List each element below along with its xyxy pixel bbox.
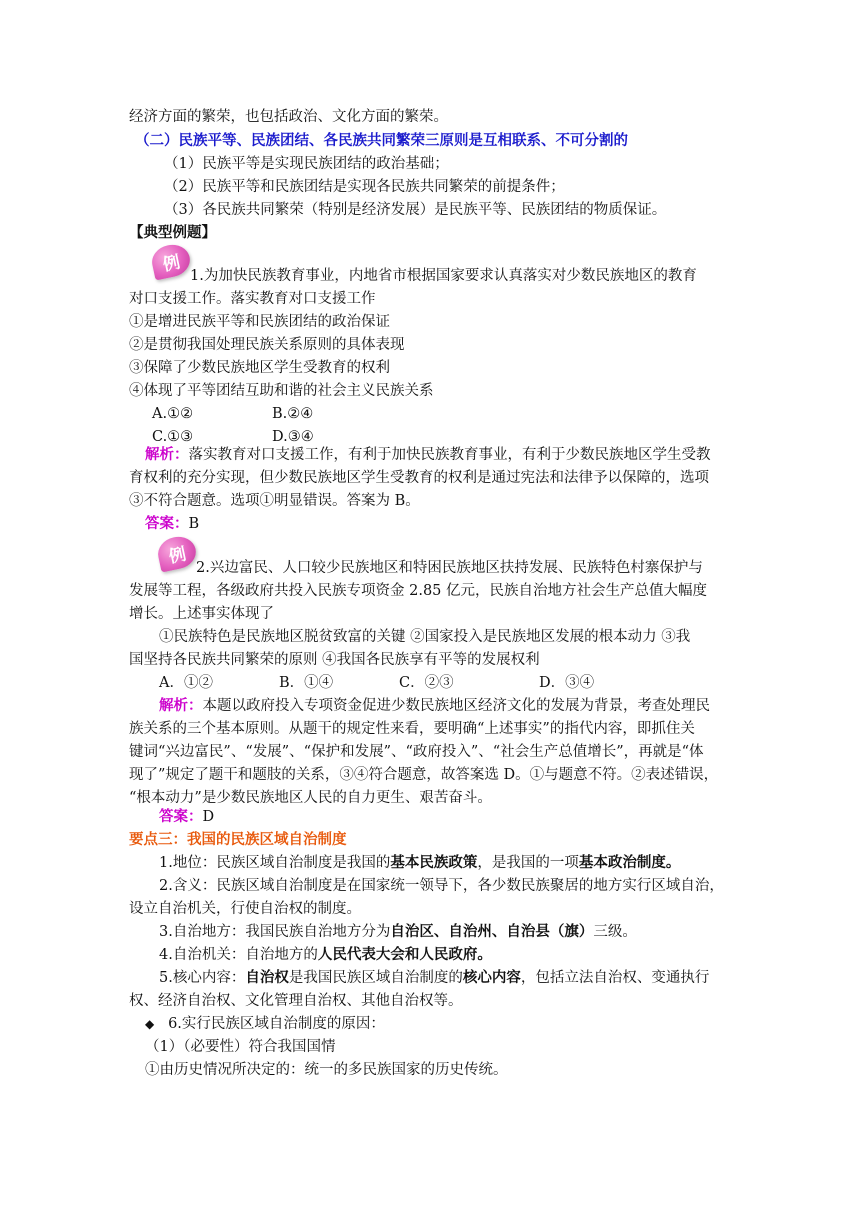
option-line: ①是增进民族平等和民族团结的政治保证 bbox=[129, 314, 390, 330]
sub-point: ①由历史情况所决定的：统一的多民族国家的历史传统。 bbox=[145, 1062, 508, 1078]
point-4 bbox=[159, 944, 492, 966]
example-badge-icon: 例 bbox=[155, 533, 199, 572]
analysis-text: ③不符合题意。选项①明显错误。答案为 B。 bbox=[129, 493, 420, 509]
choice-a: A.①② bbox=[152, 406, 194, 422]
text-run: 三级。 bbox=[593, 924, 637, 940]
analysis-label: 解析： bbox=[159, 697, 203, 714]
choice-d: D．③④ bbox=[539, 675, 595, 691]
analysis-text: 现了”规定了题干和题肢的关系，③④符合题意，故答案选 D。①与题意不符。②表述错误， bbox=[129, 767, 719, 783]
choice-a: A．①② bbox=[159, 675, 213, 691]
text-line: 经济方面的繁荣，也包括政治、文化方面的繁荣。 bbox=[129, 109, 448, 125]
answer-value: D bbox=[202, 809, 215, 825]
section-heading: 【典型例题】 bbox=[129, 224, 216, 241]
analysis-text: 键词“兴边富民”、“发展”、“保护和发展”、“政府投入”、“社会生产总值增长”，再就是“体 bbox=[129, 744, 704, 760]
answer-label: 答案： bbox=[145, 515, 189, 532]
text-run: 6.实行民族区域自治制度的原因： bbox=[168, 1016, 385, 1032]
bold-run: 基本政治制度。 bbox=[578, 854, 681, 871]
analysis-label: 解析： bbox=[145, 446, 189, 463]
section-heading: （二）民族平等、民族团结、各民族共同繁荣三原则是互相联系、不可分割的 bbox=[135, 132, 628, 149]
keypoint-heading: 要点三：我国的民族区域自治制度 bbox=[129, 831, 347, 848]
analysis-text: 育权利的充分实现，但少数民族地区学生受教育的权利是通过宪法和法律予以保障的，选项 bbox=[129, 470, 709, 486]
question-text: 发展等工程，各级政府共投入民族专项资金 2.85 亿元，民族自治地方社会生产总值大幅度 bbox=[129, 583, 707, 599]
option-line: ②是贯彻我国处理民族关系原则的具体表现 bbox=[129, 337, 405, 353]
choice-d: D.③④ bbox=[272, 429, 314, 445]
text-run: 是我国民族区域自治制度的 bbox=[288, 970, 463, 986]
text-run: 1.地位：民族区域自治制度是我国的 bbox=[159, 855, 391, 871]
bold-run: 自治权 bbox=[245, 969, 289, 986]
answer-value: B bbox=[188, 516, 200, 532]
example-badge-icon: 例 bbox=[149, 241, 193, 280]
analysis-line bbox=[145, 444, 711, 466]
diamond-bullet-icon: ◆ bbox=[145, 1017, 155, 1031]
answer-line bbox=[159, 806, 214, 828]
point-5 bbox=[159, 967, 709, 989]
text-line: （3）各民族共同繁荣（特别是经济发展）是民族平等、民族团结的物质保证。 bbox=[164, 202, 667, 218]
bold-run: 核心内容 bbox=[462, 969, 521, 986]
text-run: 3.自治地方：我国民族自治地方分为 bbox=[159, 924, 391, 940]
bold-run: 自治区、自治州、自治县（旗） bbox=[390, 923, 594, 940]
text-run: ，包括立法自治权、变通执行 bbox=[520, 970, 710, 986]
question-text: 增长。上述事实体现了 bbox=[129, 606, 274, 622]
bold-run: 基本民族政策 bbox=[390, 854, 478, 871]
option-line: ③保障了少数民族地区学生受教育的权利 bbox=[129, 360, 390, 376]
question-text: 2.兴边富民、人口较少民族地区和特困民族地区扶持发展、民族特色村寨保护与 bbox=[196, 560, 703, 576]
bold-run: 人民代表大会和人民政府。 bbox=[317, 946, 492, 963]
analysis-line bbox=[159, 695, 710, 717]
answer-line bbox=[145, 513, 199, 535]
text-run: ，是我国的一项 bbox=[477, 855, 579, 871]
analysis-text: 落实教育对口支援工作，有利于加快民族教育事业，有利于少数民族地区学生受教 bbox=[188, 447, 711, 463]
choice-c: C．②③ bbox=[399, 675, 454, 691]
point-5-cont: 权、经济自治权、文化管理自治权、其他自治权等。 bbox=[129, 993, 463, 1009]
choice-c: C.①③ bbox=[152, 429, 194, 445]
sub-point: （1）（必要性）符合我国国情 bbox=[145, 1039, 336, 1055]
point-3 bbox=[159, 921, 637, 943]
point-2-cont: 设立自治机关，行使自治权的制度。 bbox=[129, 901, 361, 917]
text-run: 5.核心内容： bbox=[159, 970, 246, 986]
answer-label: 答案： bbox=[159, 808, 203, 825]
option-line: ①民族特色是民族地区脱贫致富的关键 ②国家投入是民族地区发展的根本动力 ③我 bbox=[159, 629, 691, 645]
option-line: 国坚持各民族共同繁荣的原则 ④我国各民族享有平等的发展权利 bbox=[129, 652, 540, 668]
choice-b: B.②④ bbox=[272, 406, 314, 422]
choice-b: B．①④ bbox=[279, 675, 334, 691]
point-1 bbox=[159, 852, 680, 874]
option-line: ④体现了平等团结互助和谐的社会主义民族关系 bbox=[129, 383, 434, 399]
text-run: 4.自治机关：自治地方的 bbox=[159, 947, 318, 963]
text-line: （1）民族平等是实现民族团结的政治基础； bbox=[164, 156, 449, 172]
analysis-text: “根本动力”是少数民族地区人民的自力更生、艰苦奋斗。 bbox=[129, 790, 492, 806]
analysis-text: 本题以政府投入专项资金促进少数民族地区经济文化的发展为背景，考查处理民 bbox=[202, 698, 710, 714]
point-6 bbox=[145, 1013, 385, 1035]
question-text: 对口支援工作。落实教育对口支援工作 bbox=[129, 291, 376, 307]
text-line: （2）民族平等和民族团结是实现各民族共同繁荣的前提条件； bbox=[164, 179, 565, 195]
question-text: 1.为加快民族教育事业，内地省市根据国家要求认真落实对少数民族地区的教育 bbox=[190, 268, 697, 284]
analysis-text: 族关系的三个基本原则。从题干的规定性来看，要明确“上述事实”的指代内容，即抓住关 bbox=[129, 721, 695, 737]
point-2: 2.含义：民族区域自治制度是在国家统一领导下，各少数民族聚居的地方实行区域自治， bbox=[159, 878, 724, 894]
